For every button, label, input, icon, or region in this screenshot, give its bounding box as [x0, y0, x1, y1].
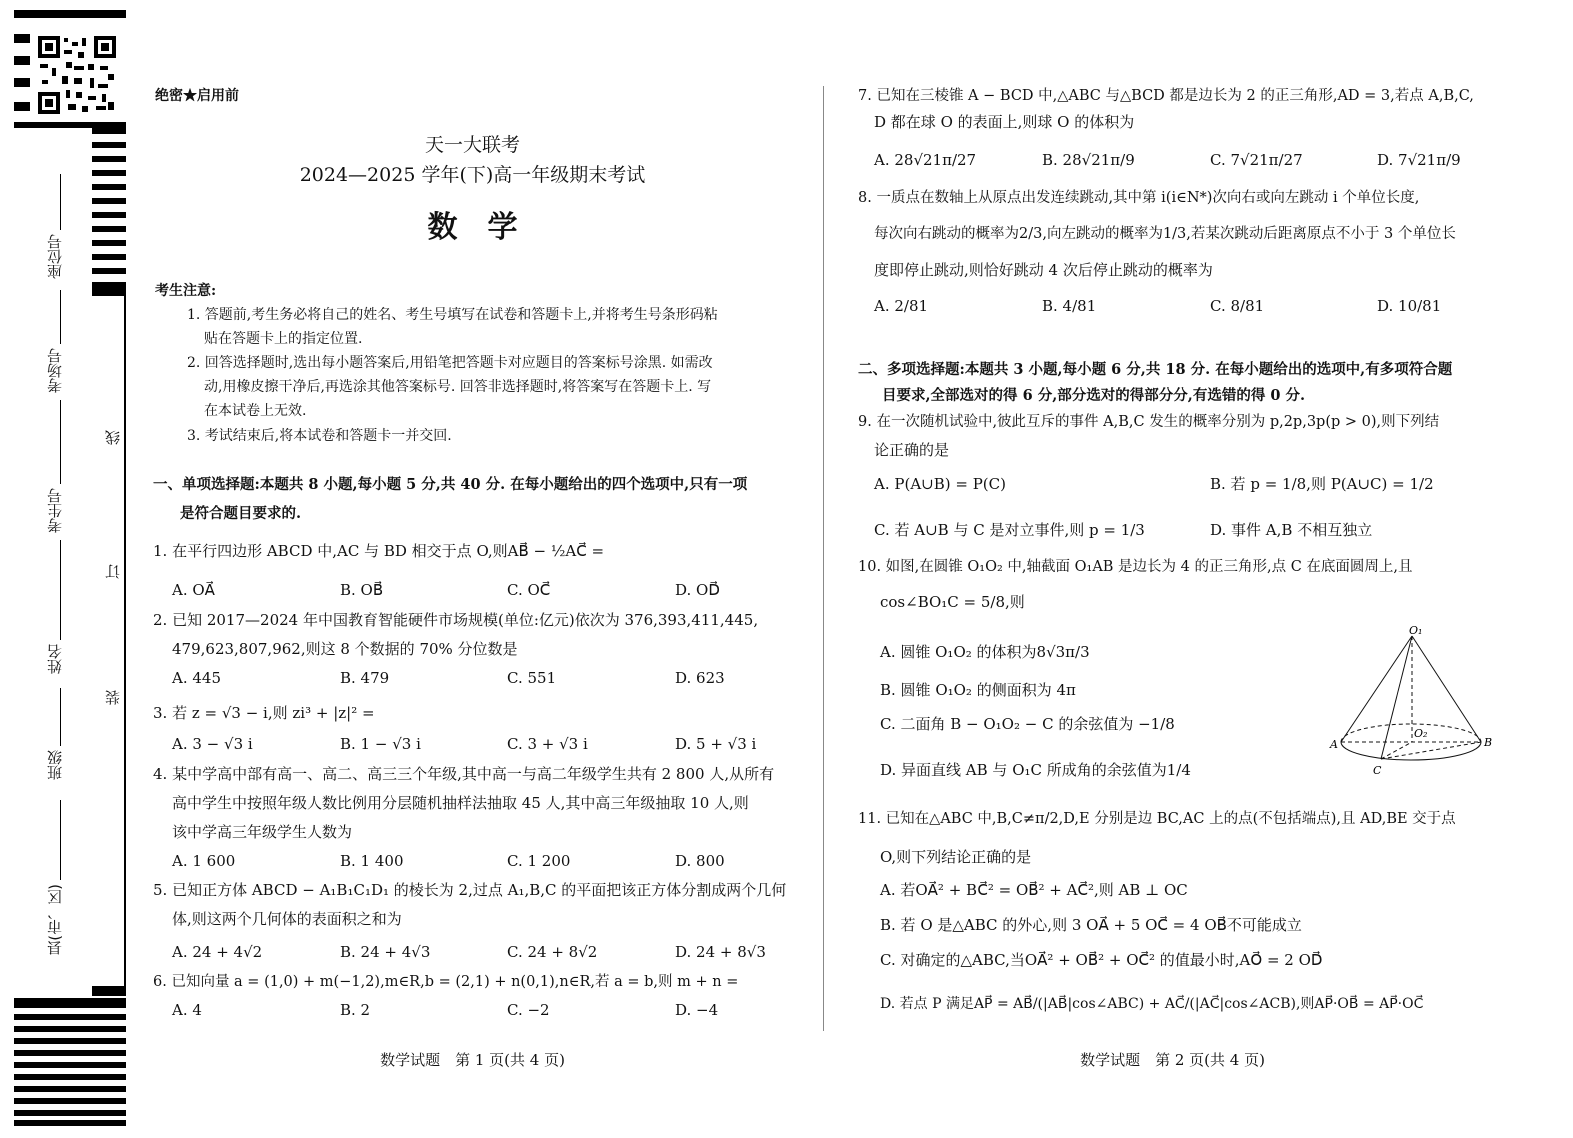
q9-stem: 9. 在一次随机试验中,彼此互斥的事件 A,B,C 发生的概率分别为 p,2p,3p(p > 0),则下列结	[858, 414, 1440, 430]
q7-option-b: B. 28√21π/9	[1042, 151, 1135, 169]
q11-option-c: C. 对确定的△ABC,当OA⃗² + OB⃗² + OC⃗² 的值最小时,AO⃗ = 2 OD⃗	[880, 951, 1323, 969]
q4-option-c: C. 1 200	[507, 852, 571, 870]
q8-stem-cont: 每次向右跳动的概率为2/3,向左跳动的概率为1/3,若某次跳动后距离原点不小于 3 个单位长	[874, 226, 1456, 242]
q10-option-c: C. 二面角 B − O₁O₂ − C 的余弦值为 −1/8	[880, 715, 1175, 733]
exam-title: 2024—2025 学年(下)高一年级期末考试	[299, 164, 646, 186]
county-label: 县(市、区)	[46, 884, 64, 956]
q3-option-a: A. 3 − √3 i	[172, 735, 253, 753]
q1-option-c: C. OC⃗	[507, 581, 551, 599]
base-front-arc	[1341, 742, 1481, 760]
secret-mark: 绝密★启用前	[155, 88, 239, 104]
section1-heading: 一、单项选择题:本题共 8 小题,每小题 5 分,共 40 分. 在每小题给出的四个选项中,只有一项	[153, 476, 748, 493]
q2-option-c: C. 551	[507, 669, 557, 687]
q5-option-b: B. 24 + 4√3	[340, 943, 431, 961]
q7-option-c: C. 7√21π/27	[1210, 151, 1303, 169]
q7-option-d: D. 7√21π/9	[1377, 151, 1461, 169]
q7-option-a: A. 28√21π/27	[874, 151, 977, 169]
class-line	[60, 688, 61, 746]
q2-stem-cont: 479,623,807,962,则这 8 个数据的 70% 分位数是	[172, 640, 518, 658]
binding-strip	[14, 10, 126, 1126]
name-label: 姓名	[46, 644, 64, 674]
page-footer-1: 数学试题 第 1 页(共 4 页)	[380, 1051, 565, 1069]
q5-option-c: C. 24 + 8√2	[507, 943, 598, 961]
q9-option-a: A. P(A∪B) = P(C)	[874, 475, 1006, 493]
q4-stem-cont: 高中学生中按照年级人数比例用分层随机抽样法抽取 45 人,其中高三年级抽取 10 人,则	[172, 794, 749, 812]
room-line	[60, 290, 61, 344]
q6-option-b: B. 2	[340, 1001, 371, 1019]
q10-option-a: A. 圆锥 O₁O₂ 的体积为8√3π/3	[880, 643, 1090, 661]
exam-org: 天一大联考	[424, 134, 520, 156]
q2-option-d: D. 623	[675, 669, 725, 687]
section2-heading: 二、多项选择题:本题共 3 小题,每小题 6 分,共 18 分. 在每小题给出的选项中,有多项符合题	[858, 361, 1453, 378]
q4-option-b: B. 1 400	[340, 852, 404, 870]
q6-option-a: A. 4	[172, 1001, 202, 1019]
q10-stem-cont: cos∠BO₁C = 5/8,则	[880, 593, 1025, 611]
section1-heading-cont: 是符合题目要求的.	[180, 505, 302, 522]
q4-option-d: D. 800	[675, 852, 725, 870]
q2-option-a: A. 445	[172, 669, 221, 687]
q4-option-a: A. 1 600	[172, 852, 236, 870]
q1-option-a: A. OA⃗	[172, 581, 215, 599]
cut-mark-zhuang: 装	[104, 690, 122, 705]
cone-figure	[1325, 624, 1500, 780]
label-o1: O₁	[1409, 624, 1423, 637]
q9-option-d: D. 事件 A,B 不相互独立	[1210, 521, 1373, 539]
cut-mark-line: 线	[104, 430, 122, 445]
q5-option-a: A. 24 + 4√2	[172, 943, 263, 961]
section2-heading-cont: 目要求,全部选对的得 6 分,部分选对的得部分分,有选错的得 0 分.	[882, 387, 1306, 404]
generatrix-oc	[1381, 636, 1412, 759]
label-a: A	[1330, 738, 1338, 751]
q2-option-b: B. 479	[340, 669, 390, 687]
q7-stem-cont: D 都在球 O 的表面上,则球 O 的体积为	[874, 113, 1135, 131]
notice-item: 1. 答题前,考生务必将自己的姓名、考生号填写在试卷和答题卡上,并将考生号条形码粘	[187, 307, 718, 323]
subject-title: 数 学	[427, 210, 518, 245]
q10-option-d: D. 异面直线 AB 与 O₁C 所成角的余弦值为1/4	[880, 761, 1191, 779]
q3-option-c: C. 3 + √3 i	[507, 735, 588, 753]
notice-item: 2. 回答选择题时,选出每小题答案后,用铅笔把答题卡对应题目的答案标号涂黑. 如需改	[187, 355, 713, 371]
q3-option-d: D. 5 + √3 i	[675, 735, 757, 753]
page-footer-2: 数学试题 第 2 页(共 4 页)	[1080, 1051, 1265, 1069]
notice-item: 动,用橡皮擦干净后,再选涂其他答案标号. 回答非选择题时,将答案写在答题卡上. 写	[204, 379, 712, 395]
column-divider	[823, 86, 824, 1031]
q8-stem: 8. 一质点在数轴上从原点出发连续跳动,其中第 i(i∈N*)次向右或向左跳动 i 个单位长度,	[858, 190, 1420, 206]
q11-option-b: B. 若 O 是△ABC 的外心,则 3 OA⃗ + 5 OC⃗ = 4 OB⃗不可能成立	[880, 916, 1302, 934]
q1-stem: 1. 在平行四边形 ABCD 中,AC 与 BD 相交于点 O,则AB⃗ − ½AC⃗ =	[153, 542, 605, 560]
q11-option-a: A. 若OA⃗² + BC⃗² = OB⃗² + AC⃗²,则 AB ⊥ OC	[880, 881, 1188, 899]
q2-stem: 2. 已知 2017—2024 年中国教育智能硬件市场规模(单位:亿元)依次为 376,393,411,445,	[153, 611, 759, 629]
seat-line	[60, 174, 61, 230]
label-c: C	[1373, 764, 1382, 777]
q9-option-c: C. 若 A∪B 与 C 是对立事件,则 p = 1/3	[874, 521, 1145, 539]
q7-stem: 7. 已知在三棱锥 A − BCD 中,△ABC 与△BCD 都是边长为 2 的正三角形,AD = 3,若点 A,B,C,	[858, 88, 1474, 104]
label-b: B	[1484, 736, 1493, 749]
q6-option-d: D. −4	[675, 1001, 719, 1019]
q8-option-c: C. 8/81	[1210, 297, 1265, 315]
q8-option-b: B. 4/81	[1042, 297, 1097, 315]
notice-item: 3. 考试结束后,将本试卷和答题卡一并交回.	[187, 428, 452, 444]
room-label: 考场号	[46, 348, 64, 393]
notice-item: 在本试卷上无效.	[204, 403, 307, 419]
label-o2: O₂	[1414, 727, 1428, 740]
q6-option-c: C. −2	[507, 1001, 550, 1019]
cut-mark-ding: 订	[104, 564, 122, 579]
examno-line	[60, 400, 61, 484]
base-back-arc	[1341, 724, 1481, 742]
q9-stem-cont: 论正确的是	[874, 441, 950, 459]
q8-stem-cont: 度即停止跳动,则恰好跳动 4 次后停止跳动的概率为	[874, 261, 1213, 279]
q1-option-d: D. OD⃗	[675, 581, 720, 599]
q10-stem: 10. 如图,在圆锥 O₁O₂ 中,轴截面 O₁AB 是边长为 4 的正三角形,点 C 在底面圆周上,且	[858, 559, 1413, 575]
notice-item: 贴在答题卡上的指定位置.	[204, 331, 363, 347]
q11-stem-cont: O,则下列结论正确的是	[880, 848, 1032, 866]
qr-code-icon	[38, 36, 116, 114]
q9-option-b: B. 若 p = 1/8,则 P(A∪C) = 1/2	[1210, 475, 1434, 493]
seat-label: 座位号	[46, 234, 64, 279]
q8-option-a: A. 2/81	[874, 297, 929, 315]
class-label: 班级	[46, 750, 64, 780]
q8-option-d: D. 10/81	[1377, 297, 1442, 315]
q11-stem: 11. 已知在△ABC 中,B,C≠π/2,D,E 分别是边 BC,AC 上的点(不包括端点),且 AD,BE 交于点	[858, 811, 1456, 827]
name-line	[60, 540, 61, 640]
q10-option-b: B. 圆锥 O₁O₂ 的侧面积为 4π	[880, 681, 1076, 699]
q11-option-d: D. 若点 P 满足AP⃗ = AB⃗/(|AB⃗|cos∠ABC) + AC⃗/(|AC⃗|cos∠ACB),则AP⃗·OB⃗ = AP⃗·OC⃗	[880, 996, 1424, 1012]
county-line	[60, 800, 61, 880]
q4-stem: 4. 某中学高中部有高一、高二、高三三个年级,其中高一与高二年级学生共有 2 800 人,从所有	[153, 765, 775, 783]
q5-stem: 5. 已知正方体 ABCD − A₁B₁C₁D₁ 的棱长为 2,过点 A₁,B,C 的平面把该正方体分割成两个几何	[153, 881, 787, 899]
q5-option-d: D. 24 + 8√3	[675, 943, 766, 961]
q6-stem: 6. 已知向量 a = (1,0) + m(−1,2),m∈R,b = (2,1) + n(0,1),n∈R,若 a = b,则 m + n =	[153, 974, 739, 990]
q4-stem-cont: 该中学高三年级学生人数为	[172, 823, 353, 841]
q5-stem-cont: 体,则这两个几何体的表面积之和为	[172, 910, 402, 928]
cone-edge	[1341, 636, 1412, 742]
q3-stem: 3. 若 z = √3 − i,则 zi³ + |z|² =	[153, 704, 375, 722]
q1-option-b: B. OB⃗	[340, 581, 384, 599]
notice-title: 考生注意:	[155, 283, 217, 299]
q3-option-b: B. 1 − √3 i	[340, 735, 421, 753]
examno-label: 考生号	[46, 488, 64, 533]
